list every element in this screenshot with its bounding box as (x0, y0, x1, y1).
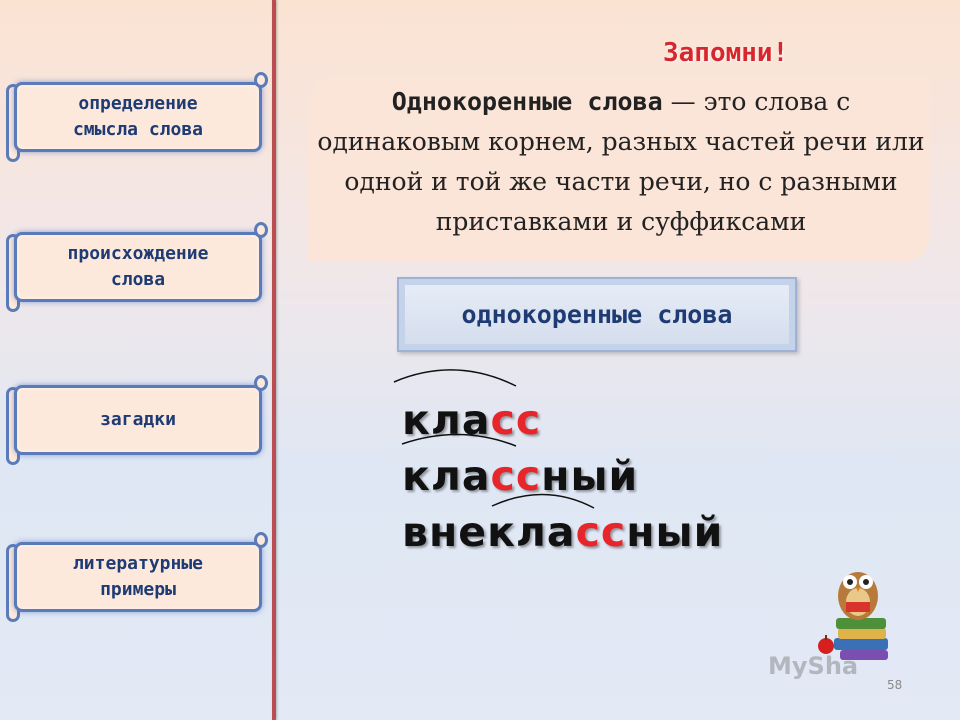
word-prefix: кла (402, 452, 491, 500)
cognates-button-label: однокоренные слова (461, 300, 733, 329)
word-klass (402, 396, 541, 444)
scroll-curl (254, 532, 268, 548)
scroll-body[interactable] (14, 542, 262, 612)
sidebar-item-label: происхождение слова (67, 243, 209, 290)
definition-text (316, 82, 926, 242)
cognates-button[interactable] (397, 277, 797, 352)
word-root: сс (490, 396, 542, 444)
scroll-curl (254, 375, 268, 391)
watermark: MySha (768, 652, 859, 680)
definition-body: — это слова с одинаковым корнем, разных частей речи или одной и той же части речи, но с разными приставками и суффиксами (317, 87, 925, 236)
scroll-body[interactable] (14, 232, 262, 302)
root-arc (394, 370, 516, 386)
vertical-divider (272, 0, 276, 720)
definition-term: Однокоренные слова (391, 87, 663, 116)
sidebar-item-label: определение смысла слова (72, 93, 204, 140)
word-root: сс (575, 508, 627, 556)
sidebar-item-literary-examples[interactable] (6, 532, 268, 622)
word-suffix: ный (626, 508, 724, 556)
page-number: 58 (887, 678, 903, 692)
sidebar-item-riddles[interactable] (6, 375, 268, 465)
scroll-body[interactable] (14, 82, 262, 152)
word-root: сс (490, 452, 542, 500)
scroll-curl (254, 72, 268, 88)
scroll-body[interactable] (14, 385, 262, 455)
sidebar-item-origin[interactable] (6, 222, 268, 312)
page-title: Запомни! (663, 38, 789, 68)
word-vneklassny (402, 508, 723, 556)
word-suffix: ный (541, 452, 639, 500)
scroll-curl (254, 222, 268, 238)
sidebar-item-label: литературные примеры (72, 553, 204, 600)
word-prefix: внекла (402, 508, 576, 556)
sidebar-item-meaning[interactable] (6, 72, 268, 162)
word-klassny (402, 452, 638, 500)
sidebar-item-label: загадки (100, 409, 176, 430)
word-prefix: кла (402, 396, 491, 444)
